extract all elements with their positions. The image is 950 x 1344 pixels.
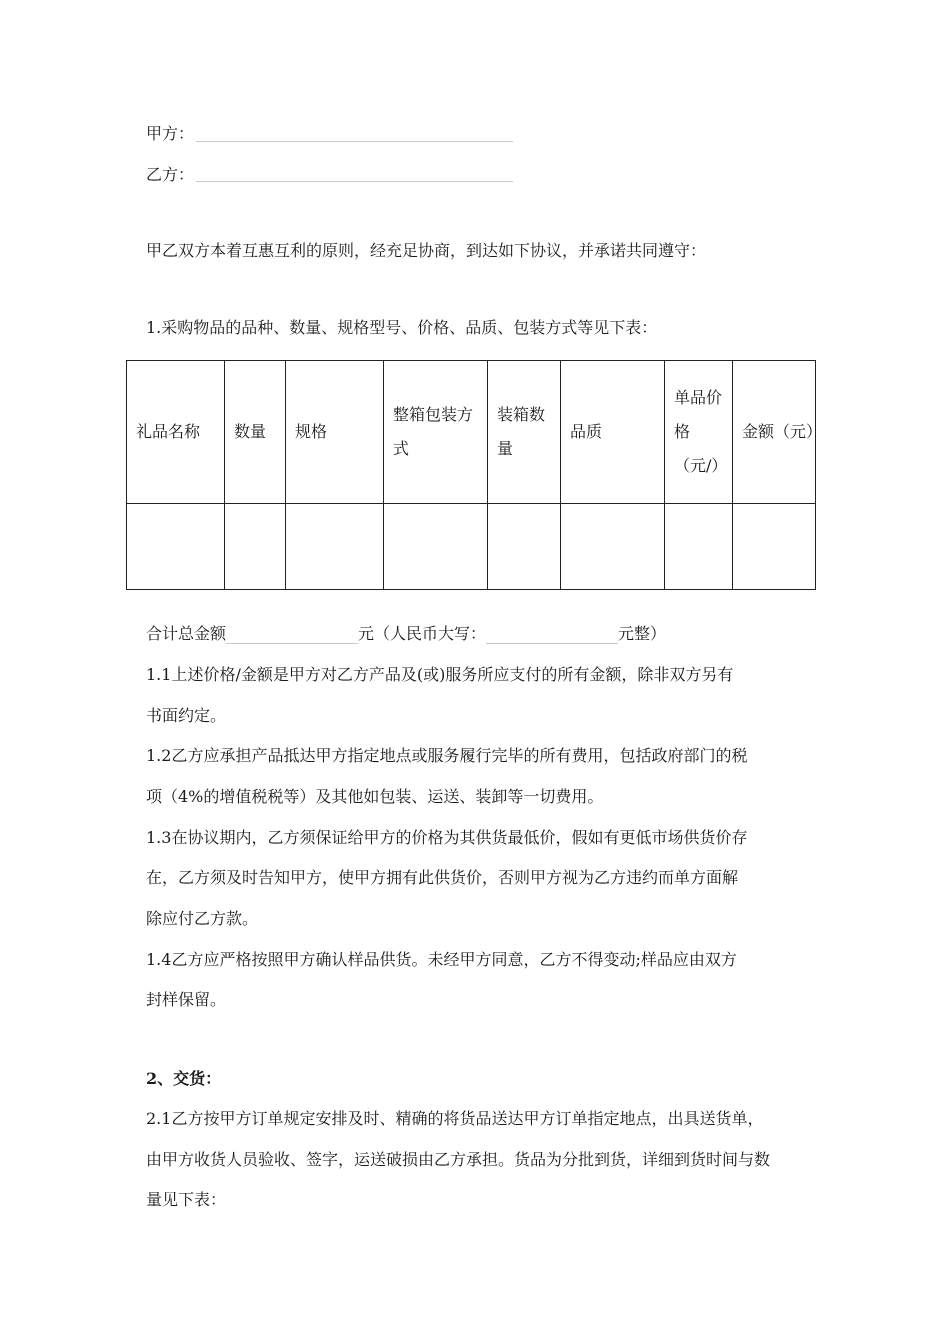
table-header-row <box>127 361 816 504</box>
clause-1-3-line-3: 除应付乙方款。 <box>146 909 259 928</box>
party-b-label: 乙方： <box>146 165 195 184</box>
clause-1-1-line-1: 1.1上述价格/金额是甲方对乙方产品及(或)服务所应支付的所有金额，除非双方另有 <box>146 665 734 684</box>
clause-2-1-line-3: 量见下表： <box>146 1190 227 1209</box>
cell-quantity[interactable] <box>225 504 286 590</box>
section-2-heading: 2、交货： <box>146 1069 222 1088</box>
clause-1-3-line-1: 1.3在协议期内，乙方须保证给甲方的价格为其供货最低价，假如有更低市场供货价存 <box>146 828 748 847</box>
section-1-heading: 1.采购物品的品种、数量、规格型号、价格、品质、包装方式等见下表： <box>146 318 658 337</box>
total-suffix: 元整） <box>618 624 667 643</box>
header-quantity: 数量 <box>225 361 286 504</box>
header-quality: 品质 <box>561 361 665 504</box>
total-uppercase-field[interactable] <box>486 627 618 644</box>
party-a-label: 甲方： <box>146 124 195 143</box>
table-row <box>127 504 816 590</box>
cell-box-quantity[interactable] <box>488 504 561 590</box>
clause-2-1-line-2: 由甲方收货人员验收、签字，运送破损由乙方承担。货品为分批到货，详细到货时间与数 <box>146 1150 771 1169</box>
header-gift-name: 礼品名称 <box>127 361 225 504</box>
total-amount-field[interactable] <box>226 627 358 644</box>
clause-1-2-line-1: 1.2乙方应承担产品抵达甲方指定地点或服务履行完毕的所有费用，包括政府部门的税 <box>146 746 748 765</box>
cell-amount[interactable] <box>733 504 816 590</box>
cell-packing[interactable] <box>384 504 488 590</box>
cell-gift-name[interactable] <box>127 504 225 590</box>
goods-table <box>126 360 823 590</box>
total-line <box>146 624 666 644</box>
cell-quality[interactable] <box>561 504 665 590</box>
header-packing: 整箱包装方式 <box>384 361 488 504</box>
clause-1-4-line-2: 封样保留。 <box>146 990 227 1009</box>
clause-1-3-line-2: 在，乙方须及时告知甲方，使甲方拥有此供货价，否则甲方视为乙方违约而单方面解 <box>146 868 739 887</box>
cell-unit-price[interactable] <box>665 504 733 590</box>
header-box-quantity: 装箱数量 <box>488 361 561 504</box>
intro-paragraph: 甲乙双方本着互惠互利的原则，经充足协商，到达如下协议，并承诺共同遵守： <box>146 241 707 260</box>
clause-1-4-line-1: 1.4乙方应严格按照甲方确认样品供货。未经甲方同意，乙方不得变动;样品应由双方 <box>146 950 737 969</box>
clause-2-1-line-1: 2.1乙方按甲方订单规定安排及时、精确的将货品送达甲方订单指定地点，出具送货单， <box>146 1109 764 1128</box>
header-amount: 金额（元） <box>733 361 816 504</box>
header-unit-price: 单品价格（元/） <box>665 361 733 504</box>
party-b-field[interactable] <box>196 181 513 182</box>
clause-1-2-line-2: 项（4%的增值税税等）及其他如包装、运送、装卸等一切费用。 <box>146 787 604 806</box>
total-label: 合计总金额 <box>146 624 227 643</box>
cell-spec[interactable] <box>286 504 384 590</box>
total-unit: 元（人民币大写： <box>358 624 487 643</box>
header-spec: 规格 <box>286 361 384 504</box>
party-a-field[interactable] <box>196 141 513 142</box>
clause-1-1-line-2: 书面约定。 <box>146 706 227 725</box>
